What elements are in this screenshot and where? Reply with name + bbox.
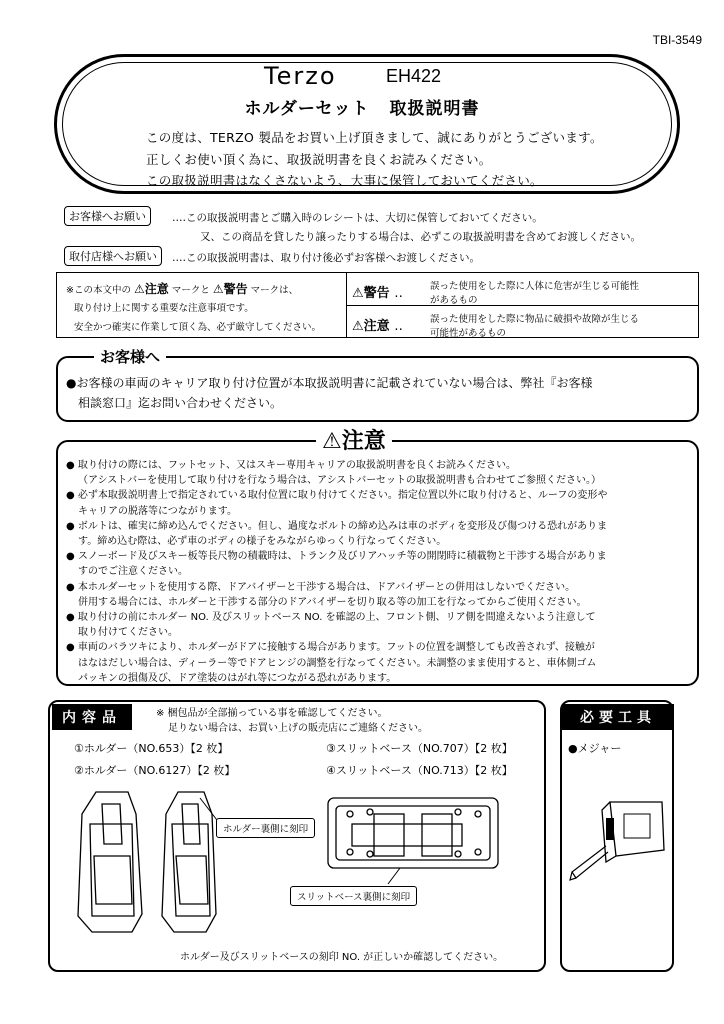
caution-line: ● ボルトは、確実に締め込んでください。但し、過度なボルトの締め込みは車のボディを変形及び傷つける恐れがありま — [66, 520, 608, 532]
contents-note-2: 足りない場合は、お買い上げの販売店にご連絡ください。 — [168, 723, 428, 734]
caution-line: はなはだしい場合は、ディーラー等でドアヒンジの調整を行なってください。未調整のまま使用すると、車体側ゴム — [78, 657, 597, 669]
holder-653-drawing — [78, 792, 142, 932]
intro-line-1: この度は、TERZO 製品をお買い上げ頂きまして、誠にありがとうございます。 — [146, 130, 603, 145]
doc-type: 取扱説明書 — [389, 99, 480, 119]
caution-triangle-icon: ⚠ — [352, 319, 364, 334]
tape-measure-icon — [566, 790, 670, 890]
warning-desc-2: があるもの — [430, 295, 478, 306]
caution-line: す。締め込む際は、必ず車のボディの様子をみながらゆっくり行なってください。 — [78, 536, 447, 547]
customer-request-tag: お客様へお願い — [64, 206, 151, 226]
contents-item-4: ④スリットベース（NO.713）【2 枚】 — [326, 764, 513, 777]
caution-desc-2: 可能性があるもの — [430, 328, 507, 339]
contents-item-1: ①ホルダー（NO.653）【2 枚】 — [74, 742, 229, 755]
caution-line: （アシストバーを使用して取り付けを行なう場合は、アシストバーセットの取扱説明書も合わせてご参照ください。） — [78, 475, 601, 487]
customer-request-text-1: ‥‥この取扱説明書とご購入時のレシートは、大切に保管しておいてください。 — [172, 212, 543, 224]
caution-line: ● 車両のバラツキにより、ホルダーがドアに接触する場合があります。フットの位置を調整しても改善されず、接触が — [66, 642, 595, 654]
holder-engraving-callout: ホルダー裏側に刻印 — [216, 818, 315, 838]
caution-line: 併用する場合には、ホルダーと干渉する部分のドアバイザーを切り取る等の加工を行なってからご使用ください。 — [78, 596, 587, 608]
page-title — [0, 94, 724, 119]
intro-line-3: この取扱説明書はなくさないよう、大事に保管しておいてください。 — [146, 173, 543, 188]
caution-line: ● 取り付けの前にホルダー NO. 及びスリットベース NO. を確認の上、フロント側、リア側を間違えないよう注意して — [66, 612, 596, 623]
legend-note-line-1: ※この本文中の ⚠注意 マークと ⚠警告 マークは、 — [66, 282, 299, 296]
caution-line: ● 本ホルダーセットを使用する際、ドアバイザーと干渉する場合は、ドアバイザーとの併用はしないでください。 — [66, 581, 576, 593]
caution-line: キャリアの脱落等につながります。 — [78, 505, 237, 517]
contents-item-3: ③スリットベース（NO.707）【2 枚】 — [326, 742, 513, 755]
tools-title: 必要工具 — [562, 704, 674, 730]
warning-triangle-icon: ⚠ — [352, 286, 364, 301]
caution-section-title: ⚠注意 — [316, 424, 392, 455]
legend-note-line-3: 安全かつ確実に作業して頂く為、必ず厳守してください。 — [74, 322, 322, 333]
tools-item-measure: ●メジャー — [568, 742, 622, 755]
caution-line: ● スノーボード及びスキー板等長尺物の積載時は、トランク及びリアハッチ等の開閉時に積載物と干渉する場合がありま — [66, 551, 607, 563]
contents-footer-note: ホルダー及びスリットベースの刻印 NO. が正しいか確認してください。 — [180, 952, 504, 963]
caution-triangle-icon: ⚠ — [134, 282, 145, 296]
caution-label: ⚠注意 ‥ — [352, 319, 403, 334]
model-number: EH422 — [386, 66, 442, 86]
customer-section-title: お客様へ — [94, 346, 166, 367]
caution-line: パッキンの損傷及び、ドア塗装のはがれ等につながる恐れがあります。 — [78, 672, 397, 684]
slit-base-drawing — [328, 798, 498, 868]
contents-title: 内容品 — [52, 704, 132, 730]
installer-request-text: ‥‥この取扱説明書は、取り付け後必ずお客様へお渡しください。 — [172, 252, 481, 264]
intro-line-2: 正しくお使い頂く為に、取扱説明書を良くお読みください。 — [146, 152, 492, 167]
contents-item-2: ②ホルダー（NO.6127）【2 枚】 — [74, 764, 236, 777]
caution-triangle-icon: ⚠ — [322, 429, 342, 454]
caution-desc-1: 誤った使用をした際に物品に破損や故障が生じる — [430, 314, 640, 325]
document-code: TBI-3549 — [652, 33, 702, 47]
caution-line: ● 必ず本取扱説明書上で指定されている取付位置に取り付けてください。指定位置以外に取り付けると、ルーフの変形や — [66, 490, 608, 502]
installer-request-tag: 取付店様へお願い — [64, 246, 162, 266]
brand-logo: Terzo — [264, 62, 337, 90]
warning-label: ⚠警告 ‥ — [352, 286, 403, 301]
product-name: ホルダーセット — [244, 99, 370, 119]
caution-line: 取り付けてください。 — [78, 627, 178, 639]
holder-6127-drawing — [162, 792, 216, 932]
customer-section-line-1: ●お客様の車両のキャリア取り付け位置が本取扱説明書に記載されていない場合は、弊社『お客様 — [66, 376, 593, 390]
customer-section-line-2: 相談窓口』迄お問い合わせください。 — [78, 396, 283, 410]
contents-note-1: ※ 梱包品が全部揃っている事を確認してください。 — [156, 708, 388, 719]
customer-request-text-2: 又、この商品を貸したり譲ったりする場合は、必ずこの取扱説明書を含めてお渡しください。 — [200, 231, 641, 243]
base-engraving-callout: スリットベース裏側に刻印 — [290, 886, 417, 906]
caution-line: すのでご注意ください。 — [78, 566, 188, 578]
parts-illustration — [70, 784, 540, 944]
warning-desc-1: 誤った使用をした際に人体に危害が生じる可能性 — [430, 281, 640, 292]
legend-note-line-2: 取り付け上に関する重要な注意事項です。 — [74, 303, 254, 314]
warning-triangle-icon: ⚠ — [212, 282, 224, 296]
caution-line: ● 取り付けの際には、フットセット、又はスキー専用キャリアの取扱説明書を良くお読みください。 — [66, 460, 517, 471]
